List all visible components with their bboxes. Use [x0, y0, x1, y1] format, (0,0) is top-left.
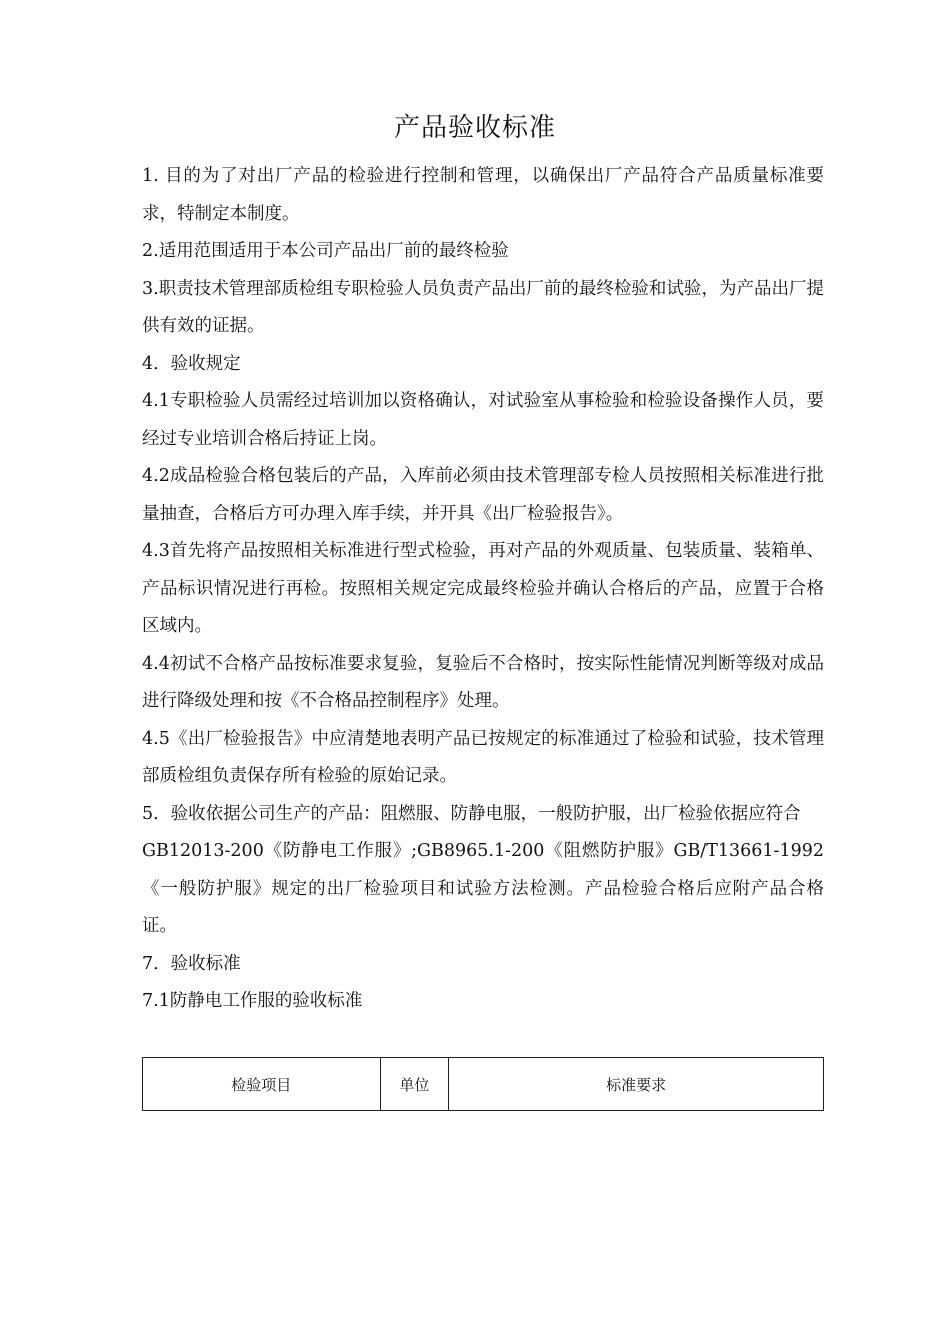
header-unit: 单位	[380, 1058, 449, 1111]
document-body	[142, 158, 824, 1021]
paragraph-scope: 2.适用范围适用于本公司产品出厂前的最终检验	[142, 241, 509, 261]
acceptance-standard-table	[142, 1057, 824, 1111]
subsection-heading-antistatic-standard: 7.1防静电工作服的验收标准	[142, 991, 363, 1011]
paragraph-rule-4-3: 4.3首先将产品按照相关标准进行型式检验，再对产品的外观质量、包装质量、装箱单、产品标识情况进行再检。按照相关规定完成最终检验并确认合格后的产品，应置于合格区域内。	[142, 541, 824, 636]
table-header-row	[143, 1058, 824, 1111]
paragraph-rule-4-1: 4.1专职检验人员需经过培训加以资格确认，对试验室从事检验和检验设备操作人员，要经过专业培训合格后持证上岗。	[142, 391, 824, 449]
paragraph-standards-reference: GB12013-200《防静电工作服》;GB8965.1-200《阻燃防护服》GB/T13661-1992《一般防护服》规定的出厂检验项目和试验方法检测。产品检验合格后应附产品合格证。	[142, 841, 824, 936]
paragraph-rule-4-2: 4.2成品检验合格包装后的产品，入库前必须由技术管理部专检人员按照相关标准进行批量抽查，合格后方可办理入库手续，并开具《出厂检验报告》。	[142, 466, 824, 524]
header-inspection-item: 检验项目	[143, 1058, 381, 1111]
paragraph-acceptance-basis: 5．验收依据公司生产的产品：阻燃服、防静电服，一般防护服，出厂检验依据应符合	[142, 803, 801, 824]
paragraph-rule-4-4: 4.4初试不合格产品按标准要求复验，复验后不合格时，按实际性能情况判断等级对成品进行降级处理和按《不合格品控制程序》处理。	[142, 653, 824, 711]
header-standard-requirement: 标准要求	[449, 1058, 824, 1111]
section-heading-acceptance-rules: 4．验收规定	[142, 353, 241, 374]
document-title: 产品验收标准	[393, 113, 556, 143]
paragraph-purpose: 1. 目的为了对出厂产品的检验进行控制和管理，以确保出厂产品符合产品质量标准要求，特制定本制度。	[142, 166, 824, 224]
section-heading-acceptance-standard: 7．验收标准	[142, 953, 241, 974]
paragraph-rule-4-5: 4.5《出厂检验报告》中应清楚地表明产品已按规定的标准通过了检验和试验，技术管理部质检组负责保存所有检验的原始记录。	[142, 728, 824, 786]
paragraph-responsibility: 3.职责技术管理部质检组专职检验人员负责产品出厂前的最终检验和试验，为产品出厂提供有效的证据。	[142, 278, 824, 336]
